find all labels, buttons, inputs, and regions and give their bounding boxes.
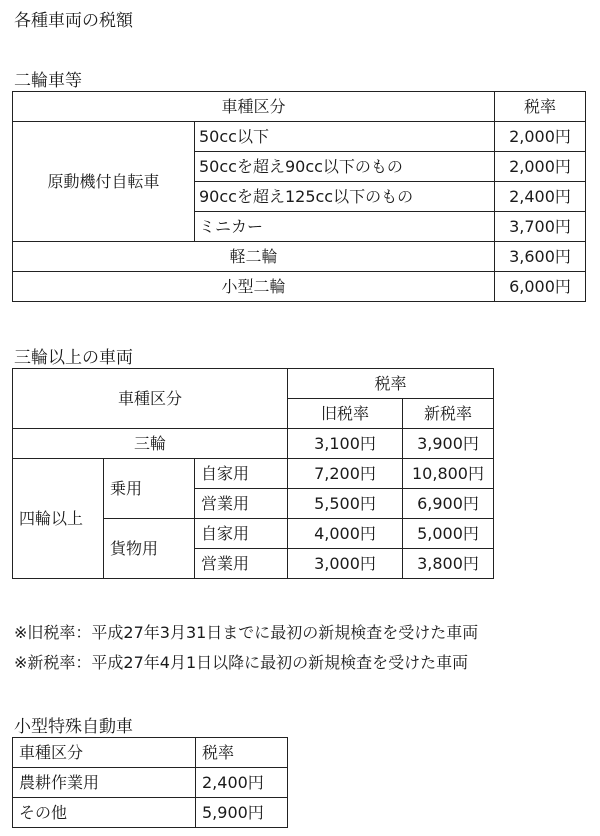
new-rate: 3,800円 (403, 549, 494, 579)
section-heading-three-plus: 三輪以上の車両 (14, 348, 133, 368)
small-two-wheel-label: 小型二輪 (13, 272, 495, 302)
note-new-rate: ※新税率：平成27年4月1日以降に最初の新規検査を受けた車両 (14, 653, 469, 672)
new-rate: 5,000円 (403, 519, 494, 549)
note-old-rate: ※旧税率：平成27年3月31日までに最初の新規検査を受けた車両 (14, 623, 479, 642)
old-rate: 3,000円 (288, 549, 403, 579)
old-rate: 7,200円 (288, 459, 403, 489)
small-special-tax-table (12, 737, 288, 828)
new-rate: 6,900円 (403, 489, 494, 519)
usage-label: 営業用 (195, 489, 288, 519)
section-heading-small-special: 小型特殊自動車 (14, 717, 133, 737)
usage-label: 自家用 (195, 459, 288, 489)
header-new-rate: 新税率 (403, 399, 494, 429)
usage-label: 営業用 (195, 549, 288, 579)
section-heading-two-wheel: 二輪車等 (14, 71, 82, 91)
row-label: 農耕作業用 (13, 768, 196, 798)
small-two-wheel-rate: 6,000円 (495, 272, 586, 302)
row-label: 50cc以下 (195, 122, 495, 152)
old-rate: 5,500円 (288, 489, 403, 519)
row-label: 90ccを超え125cc以下のもの (195, 182, 495, 212)
row-rate: 5,900円 (196, 798, 288, 828)
three-wheel-label: 三輪 (13, 429, 288, 459)
old-rate: 4,000円 (288, 519, 403, 549)
header-category: 車種区分 (13, 369, 288, 429)
row-rate: 2,000円 (495, 122, 586, 152)
header-rate: 税率 (196, 738, 288, 768)
old-rate: 3,100円 (288, 429, 403, 459)
row-rate: 2,000円 (495, 152, 586, 182)
passenger-label: 乗用 (104, 459, 195, 519)
header-category: 車種区分 (13, 738, 196, 768)
two-wheel-tax-table (12, 91, 586, 302)
four-wheel-label: 四輪以上 (13, 459, 104, 579)
row-label: 50ccを超え90cc以下のもの (195, 152, 495, 182)
light-two-wheel-rate: 3,600円 (495, 242, 586, 272)
cargo-label: 貨物用 (104, 519, 195, 579)
new-rate: 10,800円 (403, 459, 494, 489)
row-rate: 2,400円 (495, 182, 586, 212)
light-two-wheel-label: 軽二輪 (13, 242, 495, 272)
row-rate: 2,400円 (196, 768, 288, 798)
row-rate: 3,700円 (495, 212, 586, 242)
header-old-rate: 旧税率 (288, 399, 403, 429)
row-label: ミニカー (195, 212, 495, 242)
moped-group-label: 原動機付自転車 (13, 122, 195, 242)
usage-label: 自家用 (195, 519, 288, 549)
header-category: 車種区分 (13, 92, 495, 122)
header-rate: 税率 (495, 92, 586, 122)
row-label: その他 (13, 798, 196, 828)
new-rate: 3,900円 (403, 429, 494, 459)
header-rate: 税率 (288, 369, 494, 399)
three-plus-tax-table (12, 368, 494, 579)
page-title: 各種車両の税額 (14, 11, 133, 31)
